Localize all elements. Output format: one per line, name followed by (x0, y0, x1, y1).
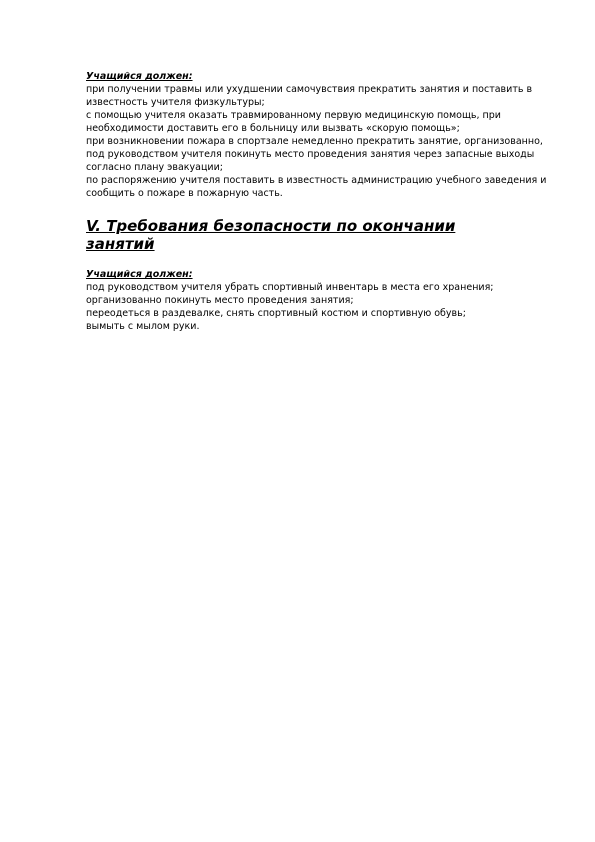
section5-line-4: вымыть с мылом руки. (86, 321, 200, 332)
emergency-instructions-block (86, 70, 556, 200)
section5-line-3: переодеться в раздевалке, снять спортивный костюм и спортивную обувь; (86, 308, 466, 319)
section5-line-2: организованно покинуть место проведения занятия; (86, 295, 354, 306)
section4-line-2: с помощью учителя оказать травмированному первую медицинскую помощь, при необходимости доставить его в больницу или вызвать «скорую помощь»; (86, 110, 501, 134)
section4-subheading: Учащийся должен: (86, 71, 193, 82)
section5-line-1: под руководством учителя убрать спортивный инвентарь в места его хранения; (86, 282, 494, 293)
end-of-class-instructions-block (86, 268, 556, 333)
section5-title: V. Требования безопасности по окончании занятий (86, 217, 456, 253)
section4-line-1: при получении травмы или ухудшении самочувствия прекратить занятия и поставить в известность учителя физкультуры; (86, 84, 533, 108)
section4-line-3: при возникновении пожара в спортзале немедленно прекратить занятие, организованно, под руководством учителя покинуть место проведения занятия через запасные выходы согласно плану эвакуации; (86, 136, 543, 173)
section4-line-4: по распоряжению учителя поставить в известность администрацию учебного заведения и сообщить о пожаре в пожарную часть. (86, 175, 547, 199)
section5-subheading: Учащийся должен: (86, 269, 193, 280)
